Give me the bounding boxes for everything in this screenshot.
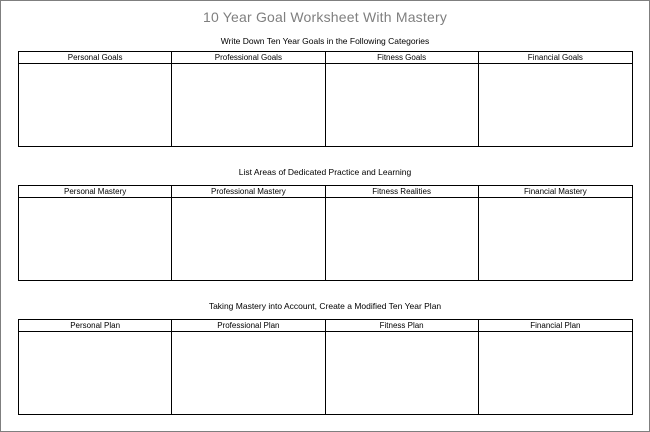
personal-goals-cell[interactable] bbox=[19, 64, 172, 146]
column-header: Professional Goals bbox=[172, 52, 325, 64]
column-header: Personal Goals bbox=[19, 52, 172, 64]
financial-goals-cell[interactable] bbox=[479, 64, 632, 146]
mastery-table bbox=[18, 185, 633, 281]
section-heading-goals: Write Down Ten Year Goals in the Following Categories bbox=[220, 36, 430, 46]
column-header: Professional Plan bbox=[172, 320, 325, 332]
column-header: Personal Plan bbox=[19, 320, 172, 332]
column-header: Financial Goals bbox=[479, 52, 632, 64]
personal-plan-cell[interactable] bbox=[19, 332, 172, 414]
professional-goals-cell[interactable] bbox=[172, 64, 325, 146]
worksheet-title: 10 Year Goal Worksheet With Mastery bbox=[202, 9, 448, 25]
column-header: Fitness Plan bbox=[326, 320, 479, 332]
fitness-realities-cell[interactable] bbox=[326, 198, 479, 280]
personal-mastery-cell[interactable] bbox=[19, 198, 172, 280]
financial-plan-cell[interactable] bbox=[479, 332, 632, 414]
column-header: Professional Mastery bbox=[172, 186, 325, 198]
fitness-goals-cell[interactable] bbox=[326, 64, 479, 146]
goals-table bbox=[18, 51, 633, 147]
column-header: Financial Mastery bbox=[479, 186, 632, 198]
plan-table bbox=[18, 319, 633, 415]
professional-plan-cell[interactable] bbox=[172, 332, 325, 414]
professional-mastery-cell[interactable] bbox=[172, 198, 325, 280]
section-heading-plan: Taking Mastery into Account, Create a Modified Ten Year Plan bbox=[208, 301, 442, 311]
financial-mastery-cell[interactable] bbox=[479, 198, 632, 280]
fitness-plan-cell[interactable] bbox=[326, 332, 479, 414]
section-heading-mastery: List Areas of Dedicated Practice and Learning bbox=[238, 167, 412, 177]
column-header: Financial Plan bbox=[479, 320, 632, 332]
column-header: Fitness Goals bbox=[326, 52, 479, 64]
column-header: Fitness Realities bbox=[326, 186, 479, 198]
column-header: Personal Mastery bbox=[19, 186, 172, 198]
